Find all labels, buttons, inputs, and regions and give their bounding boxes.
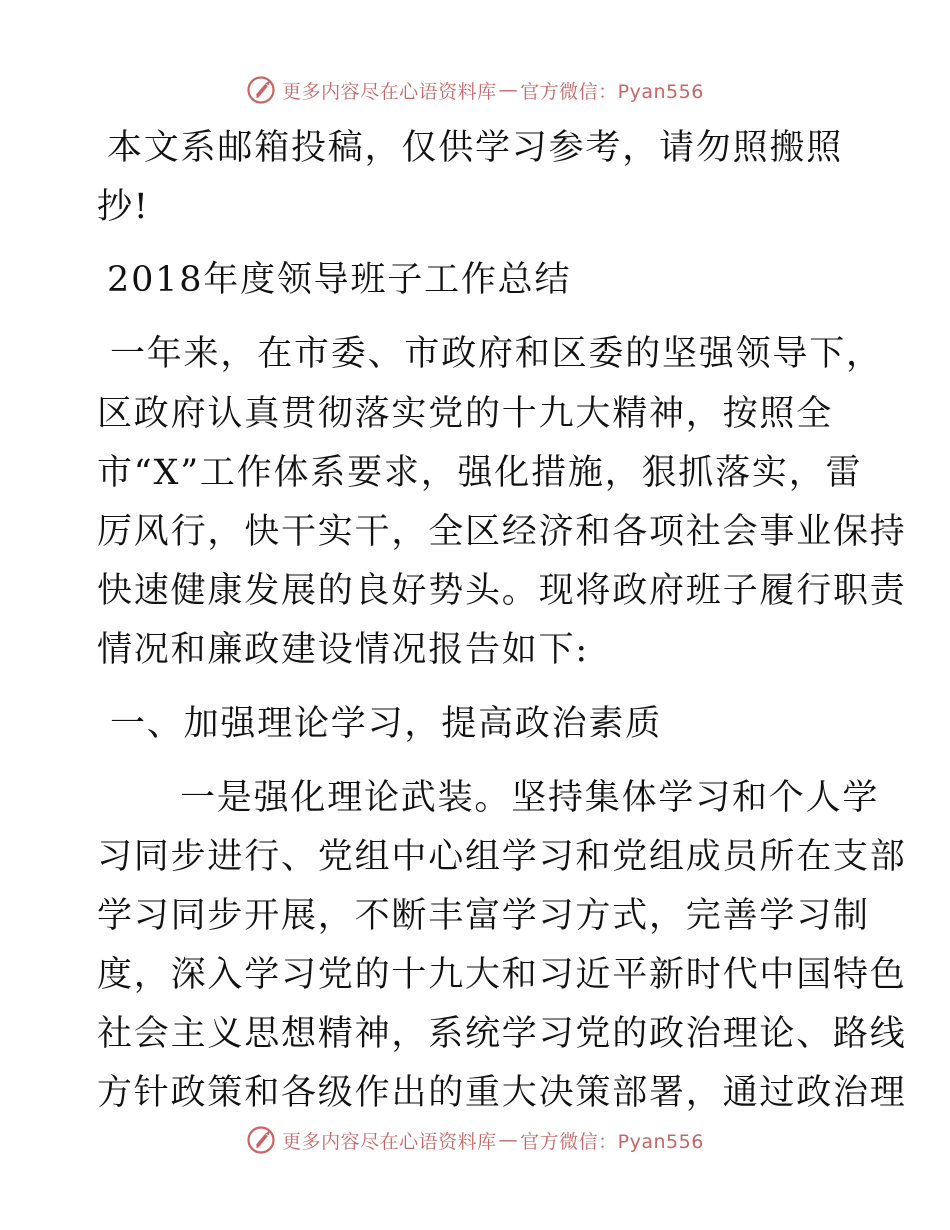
- section-1-line-5: 社会主义思想精神，系统学习党的政治理论、路线: [97, 1014, 907, 1054]
- watermark-left-text: 更多内容尽在心语资料库: [282, 1130, 497, 1153]
- notice-line-2: 抄!: [97, 187, 150, 227]
- section-1-line-3: 学习同步开展，不断丰富学习方式，完善学习制: [97, 896, 870, 936]
- watermark-dash: —: [498, 79, 519, 101]
- section-1-line-6: 方针政策和各级作出的重大决策部署，通过政治理: [97, 1073, 907, 1113]
- intro-line-3: 市“X”工作体系要求，强化措施，狠抓落实，雷: [97, 453, 863, 493]
- document-title: 2018年度领导班子工作总结: [107, 260, 572, 300]
- intro-line-4: 厉风行，快干实干，全区经济和各项社会事业保持: [97, 512, 907, 552]
- intro-line-5: 快速健康发展的良好势头。现将政府班子履行职责: [97, 571, 907, 611]
- section-1-heading: 一、加强理论学习，提高政治素质: [110, 704, 663, 744]
- watermark-right-text: 官方微信：Pyan556: [520, 80, 704, 103]
- section-1-line-4: 度，深入学习党的十九大和习近平新时代中国特色: [97, 955, 907, 995]
- watermark-banner-bottom: [0, 1120, 950, 1160]
- watermark-dash: —: [498, 1129, 519, 1151]
- watermark-right-text: 官方微信：Pyan556: [520, 1130, 704, 1153]
- quill-pen-logo-icon: [246, 75, 276, 105]
- watermark-banner-top: [0, 70, 950, 110]
- section-1-line-1: 一是强化理论武装。坚持集体学习和个人学: [180, 778, 880, 818]
- notice-line-1: 本文系邮箱投稿，仅供学习参考，请勿照搬照: [107, 128, 844, 168]
- intro-line-2: 区政府认真贯彻落实党的十九大精神，按照全: [97, 394, 834, 434]
- section-1-line-2: 习同步进行、党组中心组学习和党组成员所在支部: [97, 837, 907, 877]
- quill-pen-logo-icon: [246, 1125, 276, 1155]
- intro-line-6: 情况和廉政建设情况报告如下:: [97, 630, 589, 670]
- intro-line-1: 一年来，在市委、市政府和区委的坚强领导下，: [110, 334, 883, 374]
- watermark-left-text: 更多内容尽在心语资料库: [282, 80, 497, 103]
